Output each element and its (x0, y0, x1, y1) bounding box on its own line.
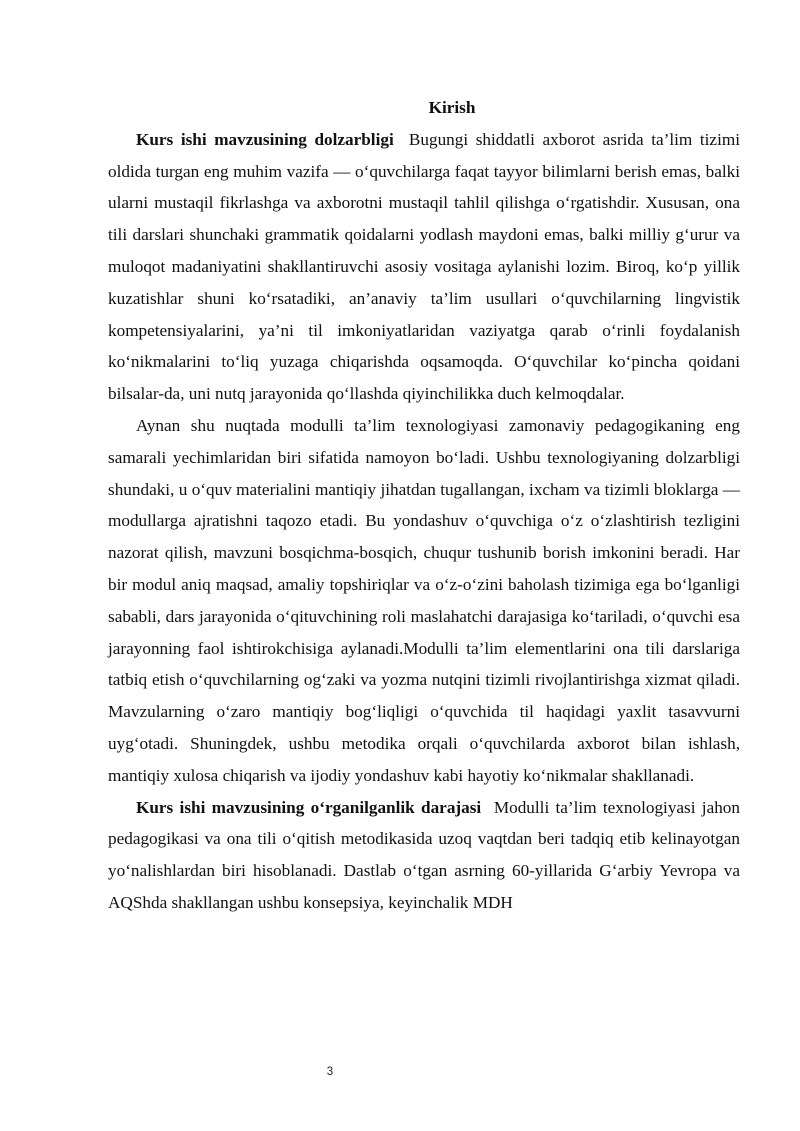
section-heading-research-degree: Kurs ishi mavzusining o‘rganilganlik darajasi (136, 797, 482, 817)
paragraph-modular-technology (108, 410, 740, 792)
paragraph-text: Modulli ta’lim texnologiyasi jahon pedagogikasi va ona tili o‘qitish metodikasida uzoq vaqtdan beri tadqiq etib kelinayotgan yo‘nalishlardan biri hisoblanadi. Dastlab o‘tgan asrning 60-yillarida G‘arbiy Yevropa va AQShda shakllangan ushbu konsepsiya, keyinchalik MDH (108, 797, 740, 912)
paragraph-text: Bugungi shiddatli axborot asrida ta’lim tizimi oldida turgan eng muhim vazifa — o‘quvchilarga faqat tayyor bilimlarni berish emas, balki ularni mustaqil fikrlashga va axborotni mustaqil tahlil qilishga o‘rgatishdir. Xususan, ona tili darslari shunchaki grammatik qoidalarni yodlash maydoni emas, balki milliy g‘urur va muloqot madaniyatini shakllantiruvchi asosiy vositaga aylanishi lozim. Biroq, ko‘p yillik kuzatishlar shuni ko‘rsatadiki, an’anaviy ta’lim usullari o‘quvchilarning lingvistik kompetensiyalarini, ya’ni til imkoniyatlaridan vaziyatga qarab o‘rinli foydalanish ko‘nikmalarini to‘liq yuzaga chiqarishda oqsamoqda. O‘quvchilar ko‘pincha qoidani bilsalar-da, uni nutq jarayonida qo‘llashda qiyinchilikka duch kelmoqdalar. (108, 129, 740, 404)
section-heading-relevance: Kurs ishi mavzusining dolzarbligi (136, 129, 394, 149)
page-title: Kirish (428, 98, 476, 117)
document-body (108, 92, 740, 919)
paragraph-research-degree (108, 792, 740, 919)
page-number: 3 (326, 1066, 334, 1078)
paragraph-text: Aynan shu nuqtada modulli ta’lim texnologiyasi zamonaviy pedagogikaning eng samarali yechimlaridan biri sifatida namoyon bo‘ladi. Ushbu texnologiyaning dolzarbligi shundaki, u o‘quv materialini mantiqiy jihatdan tugallangan, ixcham va tizimli bloklarga — modullarga ajratishni taqozo etadi. Bu yondashuv o‘quvchiga o‘z o‘zlashtirish tezligini nazorat qilish, mavzuni bosqichma-bosqich, chuqur tushunib borish imkonini beradi. Har bir modul aniq maqsad, amaliy topshiriqlar va o‘z-o‘zini baholash tizimiga ega bo‘lganligi sababli, dars jarayonida o‘qituvchining roli maslahatchi darajasiga ko‘tariladi, o‘quvchi esa jarayonning faol ishtirokchisiga aylanadi.Modulli ta’lim elementlarini ona tili darslariga tatbiq etish o‘quvchilarning og‘zaki va yozma nutqini tizimli rivojlantirishga xizmat qiladi. Mavzularning o‘zaro mantiqiy bog‘liqligi o‘quvchida til haqidagi yaxlit tasavvurni uyg‘otadi. Shuningdek, ushbu metodika orqali o‘quvchilarda axborot bilan ishlash, mantiqiy xulosa chiqarish va ijodiy yondashuv kabi hayotiy ko‘nikmalar shakllanadi. (108, 415, 740, 785)
paragraph-relevance (108, 124, 740, 410)
